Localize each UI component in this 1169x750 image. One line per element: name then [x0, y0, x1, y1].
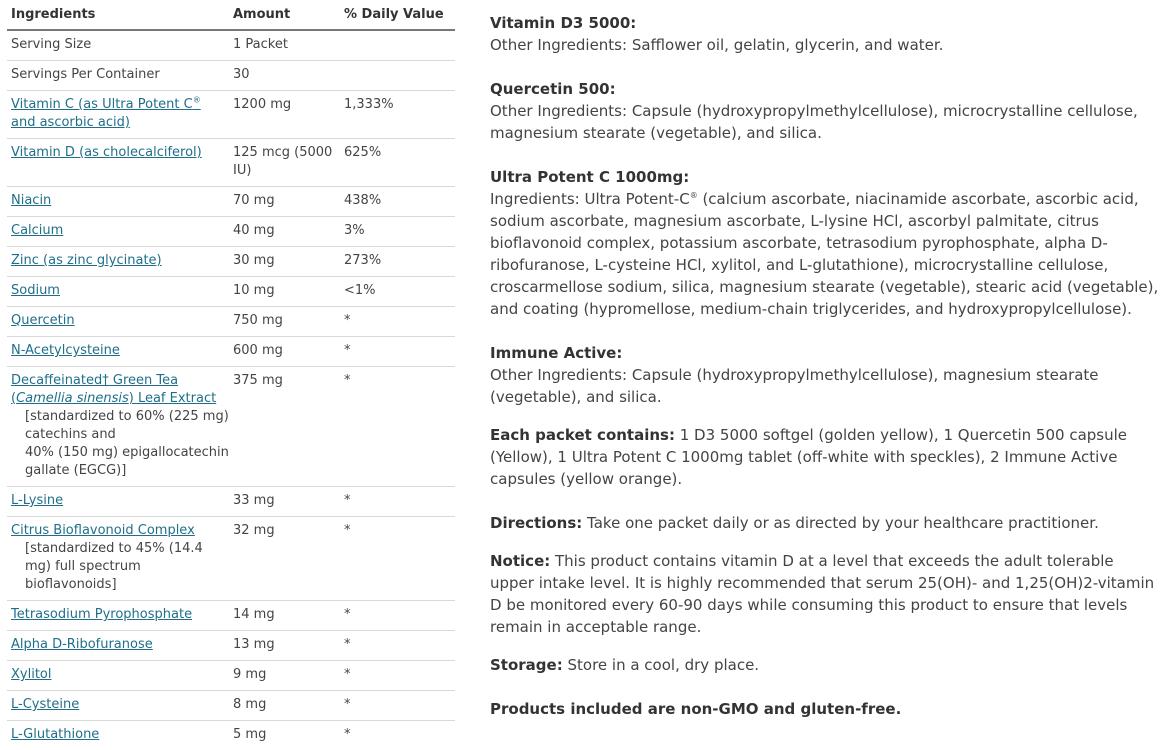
serving-size-label: Serving Size: [11, 37, 92, 52]
notice-section: [490, 550, 1162, 638]
table-row: [7, 337, 455, 367]
table-row: [7, 187, 455, 217]
dv-cell: *: [344, 343, 351, 358]
amount-cell: 375 mg: [233, 373, 283, 388]
table-header: [7, 0, 455, 31]
ingredient-link-sodium[interactable]: Sodium: [11, 283, 60, 298]
amount-cell: 40 mg: [233, 223, 275, 238]
amount-cell: 14 mg: [233, 607, 275, 622]
dv-cell: *: [344, 523, 351, 538]
packet-label: Each packet contains:: [490, 426, 675, 444]
dv-cell: <1%: [344, 283, 376, 298]
dv-cell: 273%: [344, 253, 382, 268]
citrus-detail: [standardized to 45% (14.4 mg) full spectrum bioflavonoids]: [25, 541, 203, 592]
ingredient-link-l-lysine[interactable]: L-Lysine: [11, 493, 64, 508]
quercetin-text: Other Ingredients: Capsule (hydroxypropylmethylcellulose), microcrystalline cellulose, magnesium stearate (vegetable), and silica.: [490, 102, 1138, 142]
header-daily-value: % Daily Value: [344, 7, 444, 22]
amount-cell: 30 mg: [233, 253, 275, 268]
packet-text: Each packet contains: 1 D3 5000 softgel (golden yellow), 1 Quercetin 500 capsule (Yellow), 1 Ultra Potent C 1000mg tablet (off-white with speckles), 2 Immune Active capsules (yellow orange).: [490, 426, 1128, 488]
amount-cell: 1200 mg: [233, 97, 292, 112]
dv-cell: *: [344, 697, 351, 712]
table-row: [7, 487, 455, 517]
ingredient-link-calcium[interactable]: Calcium: [11, 223, 64, 238]
ingredient-link-l-glutathione[interactable]: L-Glutathione: [11, 727, 100, 742]
amount-cell: 13 mg: [233, 637, 275, 652]
dv-cell: *: [344, 607, 351, 622]
quercetin-title: Quercetin 500:: [490, 80, 616, 98]
dv-cell: 438%: [344, 193, 382, 208]
amount-cell: 9 mg: [233, 667, 267, 682]
table-row: [7, 517, 455, 601]
dv-cell: *: [344, 493, 351, 508]
header-ingredients: Ingredients: [11, 7, 96, 22]
product-info: [490, 12, 1162, 742]
dv-cell: 1,333%: [344, 97, 394, 112]
supplement-facts-table: [7, 0, 455, 750]
d3-title: Vitamin D3 5000:: [490, 14, 637, 32]
amount-cell: 32 mg: [233, 523, 275, 538]
ingredient-link-niacin[interactable]: Niacin: [11, 193, 52, 208]
ingredient-link-alpha-d-ribofuranose[interactable]: Alpha D-Ribofuranose: [11, 637, 153, 652]
table-row: [7, 277, 455, 307]
ingredient-link-xylitol[interactable]: Xylitol: [11, 667, 52, 682]
notice-text: Notice: This product contains vitamin D at a level that exceeds the adult tolerable upper intake level. It is highly recommended that serum 25(OH)- and 1,25(OH)2-vitamin D be monitored every 60-90 days while consuming this product to ensure that levels remain in acceptable range.: [490, 552, 1155, 636]
amount-cell: 8 mg: [233, 697, 267, 712]
ingredient-link-quercetin[interactable]: Quercetin: [11, 313, 75, 328]
storage-text: Storage: Store in a cool, dry place.: [490, 656, 760, 674]
packet-section: [490, 424, 1162, 490]
table-row: [7, 601, 455, 631]
green-tea-detail-2: 40% (150 mg) epigallocatechin gallate (EGCG)]: [25, 445, 229, 478]
amount-cell: 125 mcg (5000 IU): [233, 145, 333, 178]
ingredient-link-n-acetylcysteine[interactable]: N-Acetylcysteine: [11, 343, 120, 358]
notice-label: Notice:: [490, 552, 551, 570]
upc-text: Ingredients: Ultra Potent-C® (calcium ascorbate, niacinamide ascorbate, ascorbic acid, sodium ascorbate, magnesium ascorbate, L-lysine HCl, ascorbyl palmitate, citrus bioflavonoid complex, potassium ascorbate, tetrasodium pyrophosphate, alpha D-ribofuranose, L-cysteine HCl, xylitol, and L-glutathione), microcrystalline cellulose, croscarmellose sodium, silica, magnesium stearate (vegetable), stearic acid (vegetable), and coating (hypromellose, medium-chain triglycerides, and hydroxypropylcellulose).: [490, 190, 1159, 318]
dv-cell: *: [344, 667, 351, 682]
green-tea-detail-1: [standardized to 60% (225 mg) catechins and: [25, 409, 229, 442]
table-row: [7, 247, 455, 277]
amount-cell: 750 mg: [233, 313, 283, 328]
immune-section: [490, 342, 1162, 408]
table-row: [7, 661, 455, 691]
dv-cell: 625%: [344, 145, 382, 160]
amount-cell: 70 mg: [233, 193, 275, 208]
upc-title: Ultra Potent C 1000mg:: [490, 168, 690, 186]
directions-label: Directions:: [490, 514, 583, 532]
directions-section: [490, 512, 1162, 534]
dv-cell: *: [344, 313, 351, 328]
ingredient-link-citrus-bioflavonoid[interactable]: Citrus Bioflavonoid Complex: [11, 523, 195, 538]
footer-section: [490, 698, 1162, 720]
dv-cell: *: [344, 727, 351, 742]
storage-label: Storage:: [490, 656, 563, 674]
table-row: [7, 691, 455, 721]
table-row: [7, 307, 455, 337]
upc-section: [490, 166, 1162, 320]
ingredient-link-zinc[interactable]: Zinc (as zinc glycinate): [11, 253, 162, 268]
immune-title: Immune Active:: [490, 344, 623, 362]
dv-cell: 3%: [344, 223, 365, 238]
table-row-serving-size: [7, 31, 455, 61]
table-row: [7, 367, 455, 487]
d3-text: Other Ingredients: Safflower oil, gelatin, glycerin, and water.: [490, 36, 944, 54]
table-row: [7, 721, 455, 750]
amount-cell: 10 mg: [233, 283, 275, 298]
ingredient-link-vitamin-c[interactable]: Vitamin C (as Ultra Potent C® and ascorbic acid): [11, 95, 201, 130]
ingredient-link-tetrasodium-pyrophosphate[interactable]: Tetrasodium Pyrophosphate: [11, 607, 193, 622]
ingredient-link-l-cysteine[interactable]: L-Cysteine: [11, 697, 80, 712]
amount-cell: 33 mg: [233, 493, 275, 508]
directions-text: Directions: Take one packet daily or as directed by your healthcare practitioner.: [490, 514, 1099, 532]
table-row: [7, 631, 455, 661]
table-row: [7, 139, 455, 187]
quercetin-section: [490, 78, 1162, 144]
ingredient-link-vitamin-d[interactable]: Vitamin D (as cholecalciferol): [11, 145, 202, 160]
amount-cell: 600 mg: [233, 343, 283, 358]
table-row-servings: [7, 61, 455, 91]
ingredient-link-green-tea[interactable]: Decaffeinated† Green Tea (Camellia sinensis) Leaf Extract: [11, 373, 217, 406]
storage-section: [490, 654, 1162, 676]
immune-text: Other Ingredients: Capsule (hydroxypropylmethylcellulose), magnesium stearate (vegetable), and silica.: [490, 366, 1099, 406]
servings-amount: 30: [233, 67, 250, 82]
d3-section: [490, 12, 1162, 56]
dv-cell: *: [344, 373, 351, 388]
serving-size-amount: 1 Packet: [233, 37, 288, 52]
amount-cell: 5 mg: [233, 727, 267, 742]
table-row: [7, 217, 455, 247]
dv-cell: *: [344, 637, 351, 652]
servings-label: Servings Per Container: [11, 67, 160, 82]
table-row: [7, 91, 455, 139]
non-gmo-statement: Products included are non-GMO and gluten-free.: [490, 700, 902, 718]
header-amount: Amount: [233, 7, 291, 22]
